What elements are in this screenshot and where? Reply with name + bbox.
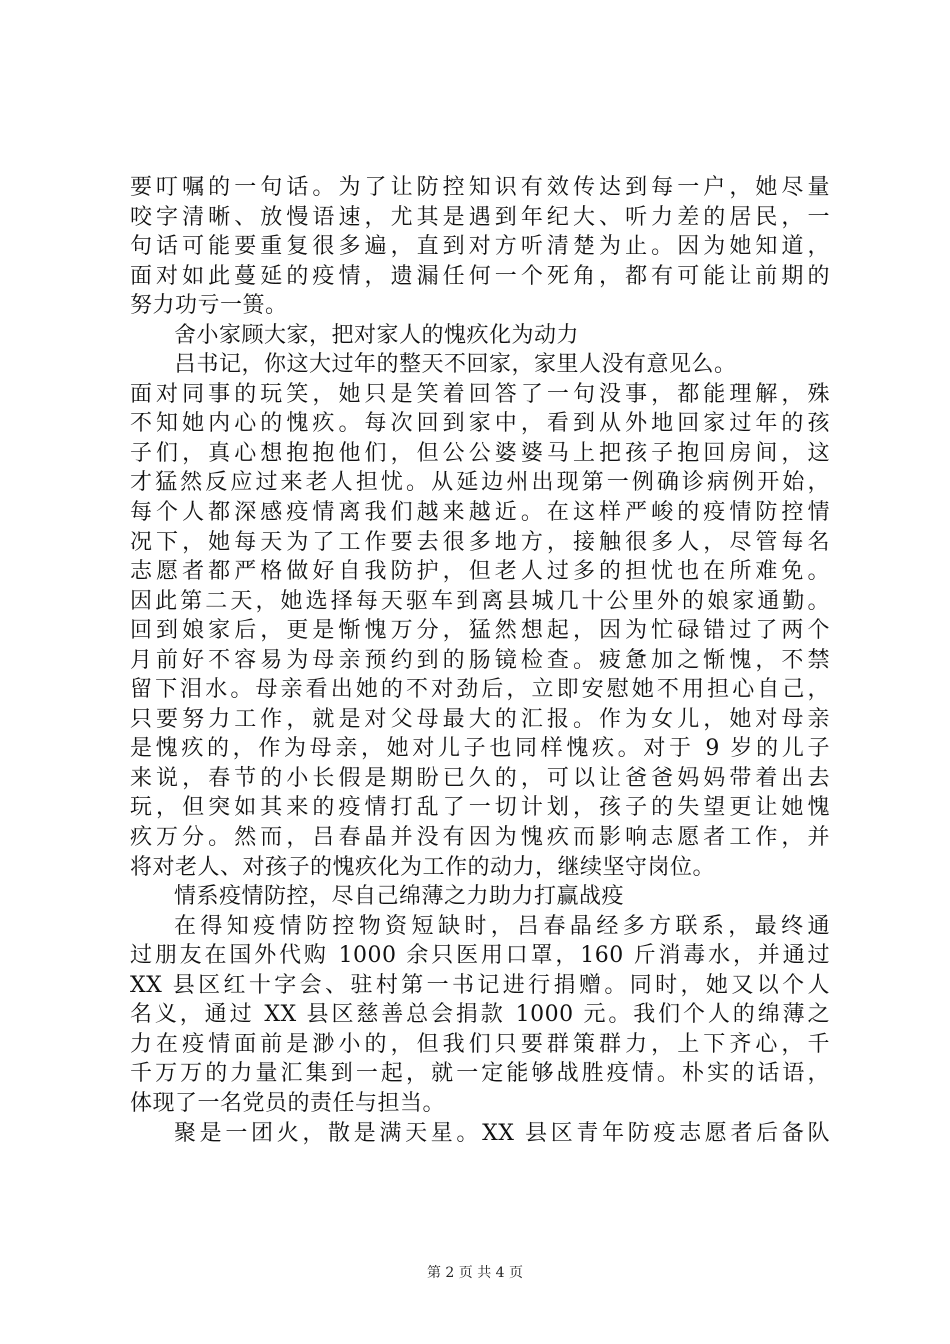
text-line: 面对如此蔓延的疫情，遗漏任何一个死角，都有可能让前期的 [130,263,830,289]
body-text [130,173,830,1148]
section-heading: 舍小家顾大家，把对家人的愧疚化为动力 [174,322,580,348]
text-line: 是愧疚的，作为母亲，她对儿子也同样愧疚。对于 9 岁的儿子 [130,736,830,762]
text-line: 千万万的力量汇集到一起，就一定能够战胜疫情。朴实的话语， [130,1061,830,1087]
text-line: 子们，真心想抱抱他们，但公公婆婆马上把孩子抱回房间，这 [130,440,830,466]
text-line: 玩，但突如其来的疫情打乱了一切计划，孩子的失望更让她愧 [130,795,830,821]
text-line: 聚是一团火，散是满天星。XX 县区青年防疫志愿者后备队 [174,1120,830,1146]
text-line: 在得知疫情防控物资短缺时，吕春晶经多方联系，最终通 [174,913,830,939]
text-line: 要叮嘱的一句话。为了让防控知识有效传达到每一户，她尽量 [130,175,830,200]
text-line: XX 县区红十字会、驻村第一书记进行捐赠。同时，她又以个人 [130,972,830,998]
page-footer: 第 2 页 共 4 页 [426,1265,524,1281]
text-line: 力在疫情面前是渺小的，但我们只要群策群力，上下齐心，千 [130,1031,830,1057]
text-line: 只要努力工作，就是对父母最大的汇报。作为女儿，她对母亲 [130,706,830,732]
text-line: 过朋友在国外代购 1000 余只医用口罩，160 斤消毒水，并通过 [130,943,830,969]
text-line: 回到娘家后，更是惭愧万分，猛然想起，因为忙碌错过了两个 [130,618,830,644]
text-line: 吕书记，你这大过年的整天不回家，家里人没有意见么。 [174,352,737,378]
text-line: 志愿者都严格做好自我防护，但老人过多的担忧也在所难免。 [130,559,830,585]
text-line: 名义，通过 XX 县区慈善总会捐款 1000 元。我们个人的绵薄之 [130,1002,830,1028]
paragraph [130,173,830,321]
text-line: 不知她内心的愧疚。每次回到家中，看到从外地回家过年的孩 [130,411,830,437]
text-line: 疚万分。然而，吕春晶并没有因为愧疚而影响志愿者工作，并 [130,825,830,851]
text-line: 面对同事的玩笑，她只是笑着回答了一句没事，都能理解，殊 [130,381,830,407]
text-line: 每个人都深感疫情离我们越来越近。在这样严峻的疫情防控情 [130,500,830,526]
section-heading: 情系疫情防控，尽自己绵薄之力助力打赢战疫 [174,884,625,910]
paragraph [130,1119,830,1149]
paragraph [130,350,830,882]
text-line: 因此第二天，她选择每天驱车到离县城几十公里外的娘家通勤。 [130,588,830,614]
paragraph [130,912,830,1119]
text-line: 月前好不容易为母亲预约到的肠镜检查。疲惫加之惭愧，不禁 [130,647,830,673]
text-line: 来说，春节的小长假是期盼已久的，可以让爸爸妈妈带着出去 [130,765,830,791]
text-line: 努力功亏一篑。 [130,293,288,319]
text-line: 才猛然反应过来老人担忧。从延边州出现第一例确诊病例开始， [130,470,830,496]
text-line: 体现了一名党员的责任与担当。 [130,1090,446,1116]
text-line: 留下泪水。母亲看出她的不对劲后，立即安慰她不用担心自己， [130,677,830,703]
text-line: 将对老人、对孩子的愧疚化为工作的动力，继续坚守岗位。 [130,854,716,880]
text-line: 句话可能要重复很多遍，直到对方听清楚为止。因为她知道， [130,234,830,260]
text-line: 咬字清晰、放慢语速，尤其是遇到年纪大、听力差的居民，一 [130,204,830,230]
text-line: 况下，她每天为了工作要去很多地方，接触很多人，尽管每名 [130,529,830,555]
